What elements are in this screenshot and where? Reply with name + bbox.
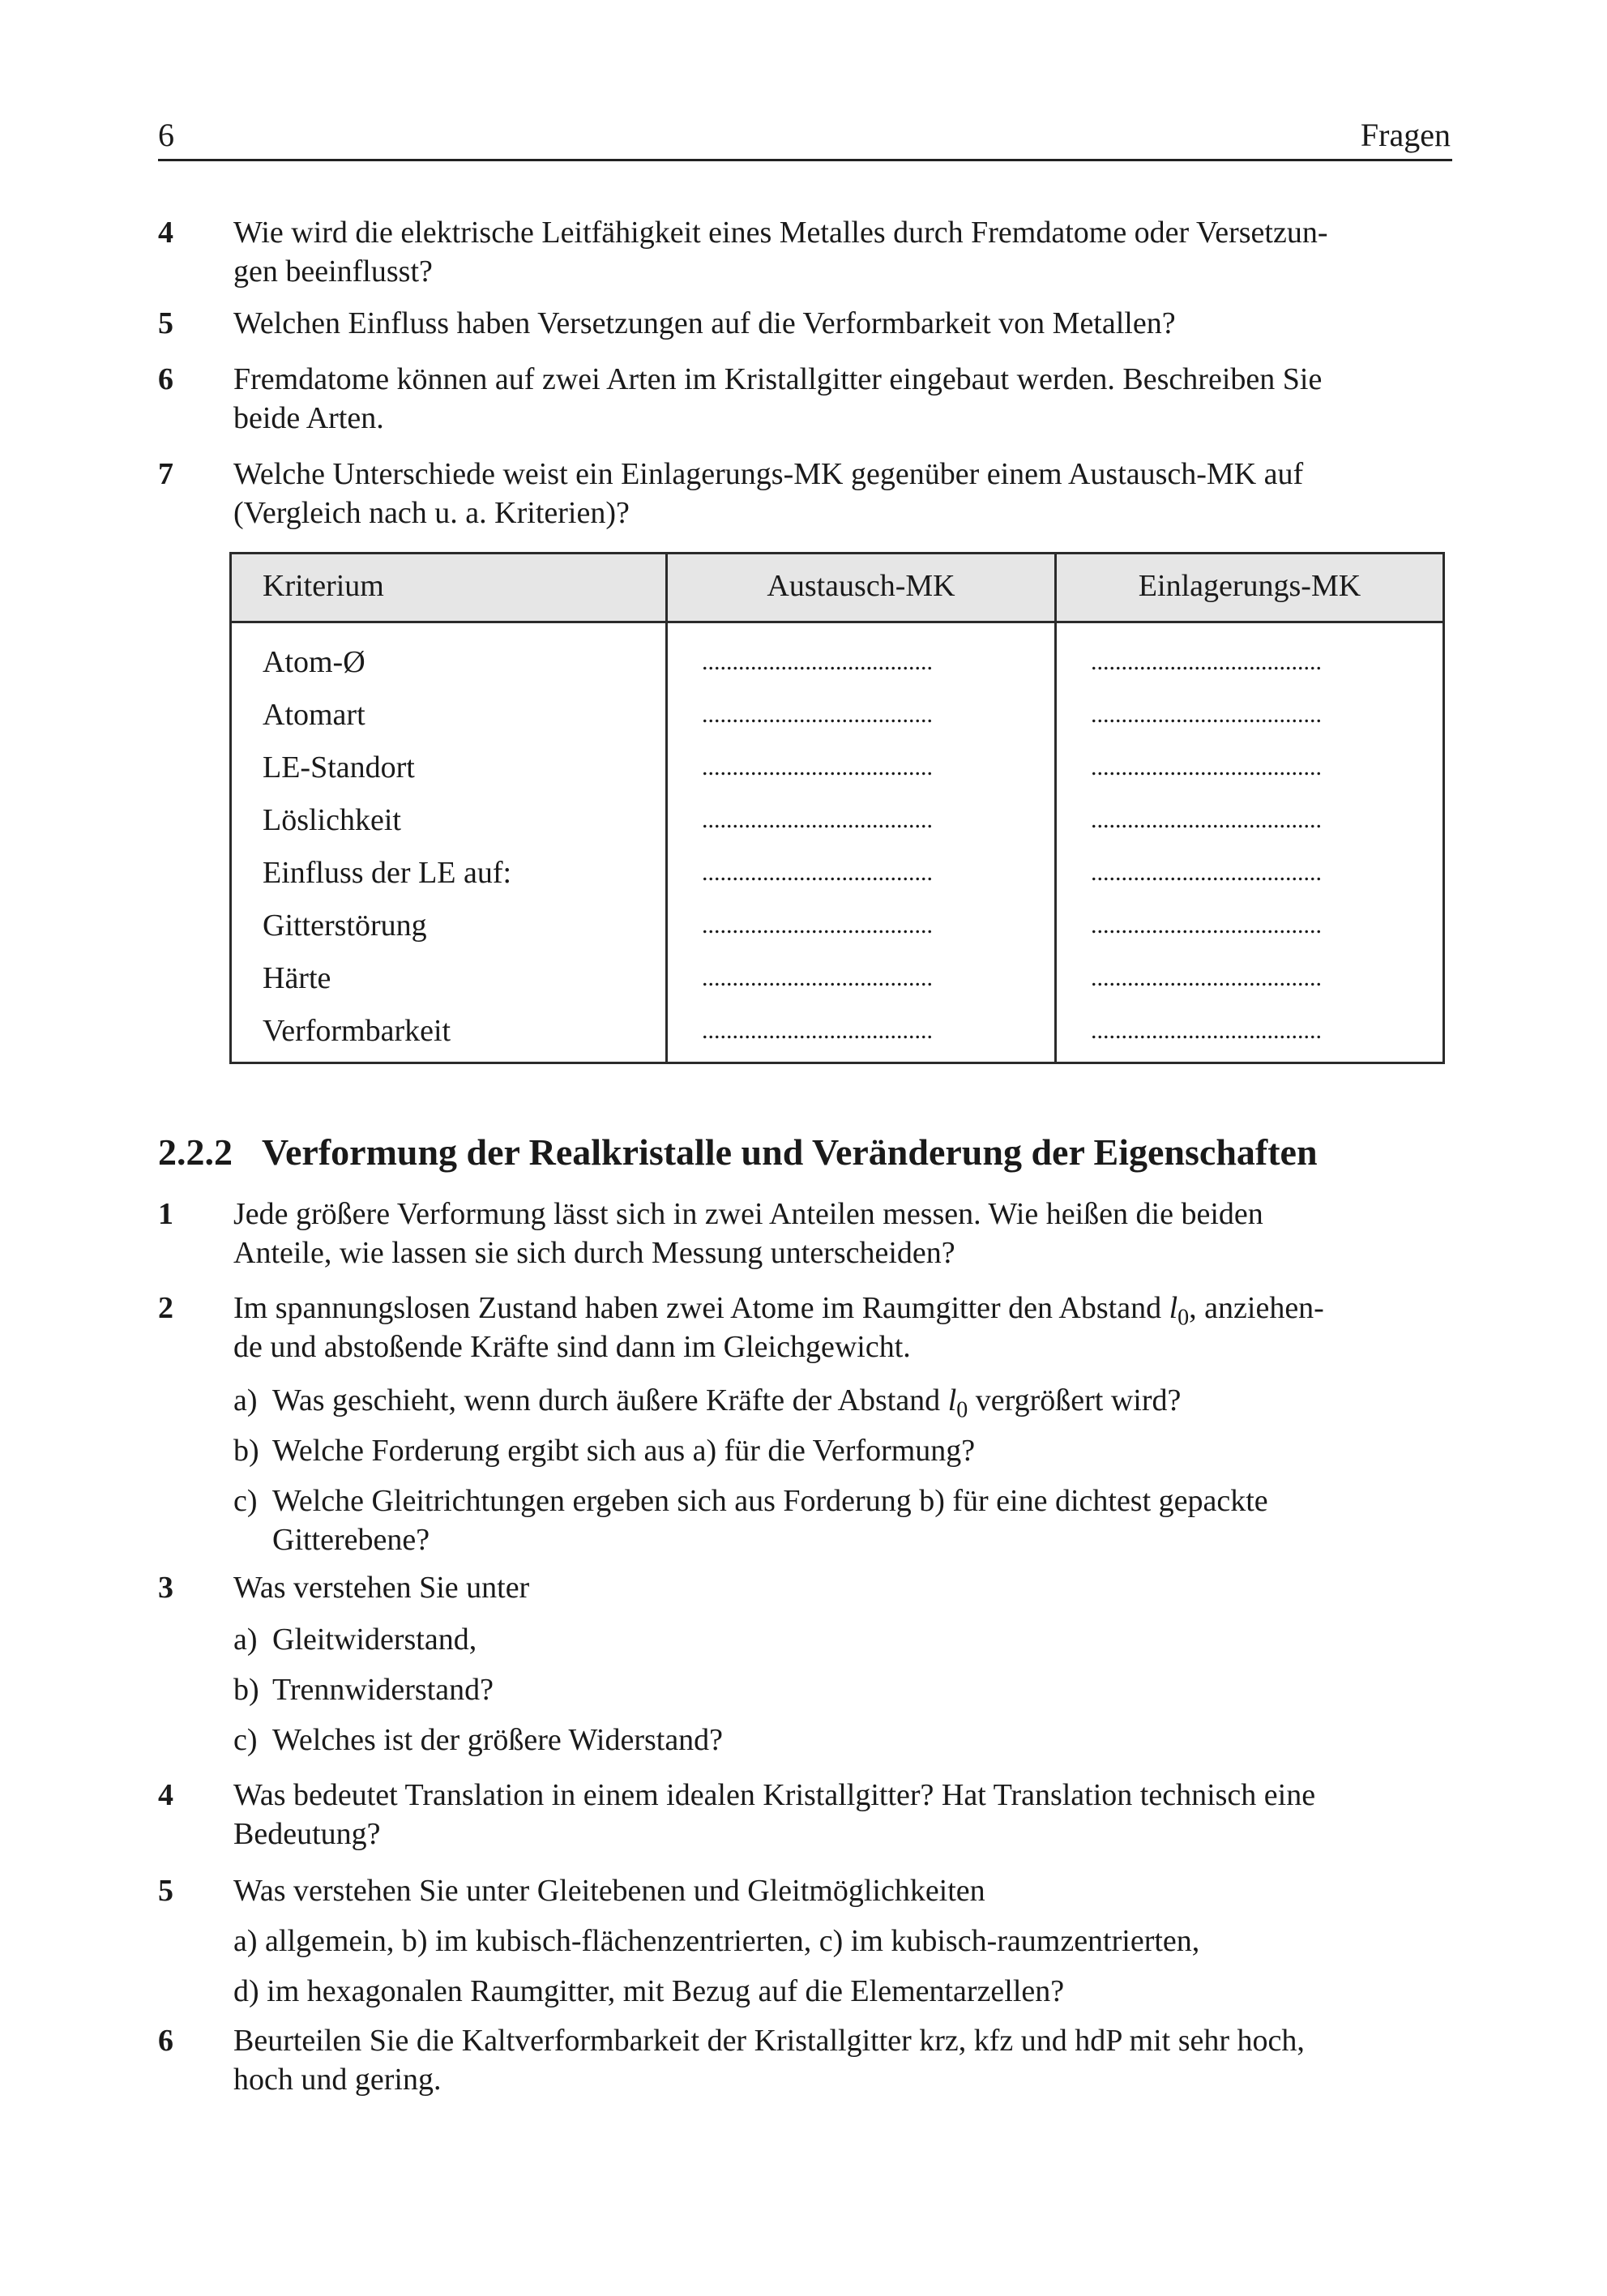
page-number: 6 <box>158 117 174 153</box>
question-4-translation <box>158 1776 1452 1857</box>
table-row-label: Löslichkeit <box>263 803 401 837</box>
table-row-label: Härte <box>263 961 331 995</box>
answer-blank[interactable]: ...................................... <box>702 912 933 938</box>
subquestion-text: Welche Gleitrichtungen ergeben sich aus Forderung b) für eine dichtest gepackte <box>272 1484 1268 1518</box>
question-number: 5 <box>158 1874 173 1908</box>
table-row-label: Gitterstörung <box>263 909 427 943</box>
comparison-table <box>229 552 1445 1064</box>
subquestion-a <box>233 1620 1452 1659</box>
subquestion-label: a) <box>233 1623 258 1657</box>
column-divider <box>665 554 668 1062</box>
question-text-line: Fremdatome können auf zwei Arten im Kristallgitter eingebaut werden. Beschreiben Sie <box>233 362 1323 396</box>
variable-l: l <box>1169 1291 1178 1325</box>
answer-blank[interactable]: ...................................... <box>702 964 933 991</box>
subquestion-line-d: d) im hexagonalen Raumgitter, mit Bezug auf die Elementarzellen? <box>233 1974 1065 2008</box>
answer-blank[interactable]: ...................................... <box>1091 859 1322 886</box>
question-text-line: (Vergleich nach u. a. Kriterien)? <box>233 496 630 530</box>
answer-blank[interactable]: ...................................... <box>1091 1017 1322 1044</box>
table-row-label: Einfluss der LE auf: <box>263 856 512 890</box>
answer-blank[interactable]: ...................................... <box>1091 648 1322 675</box>
column-header-austausch-mk: Austausch-MK <box>767 569 955 603</box>
subquestion-c <box>233 1481 1452 1563</box>
question-text-line: Anteile, wie lassen sie sich durch Messung unterscheiden? <box>233 1236 955 1270</box>
answer-blank[interactable]: ...................................... <box>702 754 933 780</box>
question-1 <box>158 1195 1452 1276</box>
question-number: 3 <box>158 1571 173 1605</box>
section-title: Verformung der Realkristalle und Veränderung der Eigenschaften <box>262 1131 1318 1173</box>
section-number: 2.2.2 <box>158 1131 233 1173</box>
column-header-kriterium: Kriterium <box>263 569 384 603</box>
question-number: 6 <box>158 362 173 396</box>
subquestion-b <box>233 1670 1452 1709</box>
answer-blank[interactable]: ...................................... <box>702 859 933 886</box>
question-4 <box>158 213 1452 294</box>
subquestion-label: b) <box>233 1673 259 1707</box>
question-7 <box>158 455 1452 536</box>
question-text-line: Wie wird die elektrische Leitfähigkeit eines Metalles durch Fremdatome oder Versetzun- <box>233 216 1328 250</box>
table-row-label: Verformbarkeit <box>263 1014 451 1048</box>
subquestion-text: Gitterebene? <box>272 1523 430 1557</box>
answer-blank[interactable]: ...................................... <box>702 806 933 833</box>
table-row-label: Atom-Ø <box>263 645 365 679</box>
column-header-einlagerungs-mk: Einlagerungs-MK <box>1138 569 1361 603</box>
running-title: Fragen <box>1360 117 1451 153</box>
question-text-line: Welchen Einfluss haben Versetzungen auf die Verformbarkeit von Metallen? <box>233 306 1176 340</box>
question-text-line: Im spannungslosen Zustand haben zwei Atome im Raumgitter den Abstand $l_0$, anziehen- <box>233 1291 1324 1331</box>
subquestion-label: b) <box>233 1434 259 1468</box>
subquestion-c <box>233 1721 1452 1759</box>
table-row-label: LE-Standort <box>263 750 415 785</box>
answer-blank[interactable]: ...................................... <box>1091 806 1322 833</box>
question-3 <box>158 1568 1452 1763</box>
column-divider <box>1054 554 1057 1062</box>
question-text-line: hoch und gering. <box>233 2063 442 2097</box>
question-number: 7 <box>158 457 173 491</box>
answer-blank[interactable]: ...................................... <box>1091 912 1322 938</box>
subquestion-label: a) <box>233 1383 258 1417</box>
question-text-line: beide Arten. <box>233 401 384 435</box>
question-5-gleitebenen <box>158 1871 1452 2017</box>
question-number: 4 <box>158 1778 173 1812</box>
answer-blank[interactable]: ...................................... <box>702 648 933 675</box>
question-text-line: Jede größere Verformung lässt sich in zwei Anteilen messen. Wie heißen die beiden <box>233 1197 1263 1231</box>
question-text-line: Was bedeutet Translation in einem idealen Kristallgitter? Hat Translation technisch eine <box>233 1778 1316 1812</box>
question-number: 1 <box>158 1197 173 1231</box>
question-5 <box>158 304 1452 344</box>
subquestion-text: Welche Forderung ergibt sich aus a) für die Verformung? <box>272 1434 976 1468</box>
table-row-label: Atomart <box>263 698 365 732</box>
question-text-line: Beurteilen Sie die Kaltverformbarkeit der Kristallgitter krz, kfz und hdP mit sehr hoch, <box>233 2024 1305 2058</box>
subquestion-text: Welches ist der größere Widerstand? <box>272 1723 724 1757</box>
subquestion-text: Trennwiderstand? <box>272 1673 494 1707</box>
section-heading <box>158 1128 1452 1177</box>
question-text-line: Welche Unterschiede weist ein Einlagerungs-MK gegenüber einem Austausch-MK auf <box>233 457 1304 491</box>
answer-blank[interactable]: ...................................... <box>1091 754 1322 780</box>
subquestion-a <box>233 1381 1452 1423</box>
running-header <box>158 115 1452 161</box>
question-text-line: Bedeutung? <box>233 1817 381 1851</box>
question-text-line: de und abstoßende Kräfte sind dann im Gleichgewicht. <box>233 1330 911 1364</box>
subquestion-text: Gleitwiderstand, <box>272 1623 477 1657</box>
question-6 <box>158 360 1452 441</box>
answer-blank[interactable]: ...................................... <box>702 1017 933 1044</box>
answer-blank[interactable]: ...................................... <box>1091 964 1322 991</box>
question-text-line: Was verstehen Sie unter Gleitebenen und Gleitmöglichkeiten <box>233 1874 985 1908</box>
question-text-line: Was verstehen Sie unter <box>233 1571 530 1605</box>
answer-blank[interactable]: ...................................... <box>702 701 933 728</box>
subquestion-text: Was geschieht, wenn durch äußere Kräfte der Abstand $l_0$ vergrößert wird? <box>272 1383 1182 1423</box>
question-number: 2 <box>158 1291 173 1325</box>
subquestion-label: c) <box>233 1484 258 1518</box>
question-number: 6 <box>158 2024 173 2058</box>
question-number: 5 <box>158 306 173 340</box>
subquestion-b <box>233 1431 1452 1470</box>
question-text-line: gen beeinflusst? <box>233 254 433 289</box>
question-2 <box>158 1289 1452 1572</box>
question-6-kaltverformbarkeit <box>158 2021 1452 2102</box>
subquestion-label: c) <box>233 1723 258 1757</box>
subquestion-line-abc: a) allgemein, b) im kubisch-flächenzentrierten, c) im kubisch-raumzentrierten, <box>233 1924 1200 1958</box>
question-number: 4 <box>158 216 173 250</box>
answer-blank[interactable]: ...................................... <box>1091 701 1322 728</box>
